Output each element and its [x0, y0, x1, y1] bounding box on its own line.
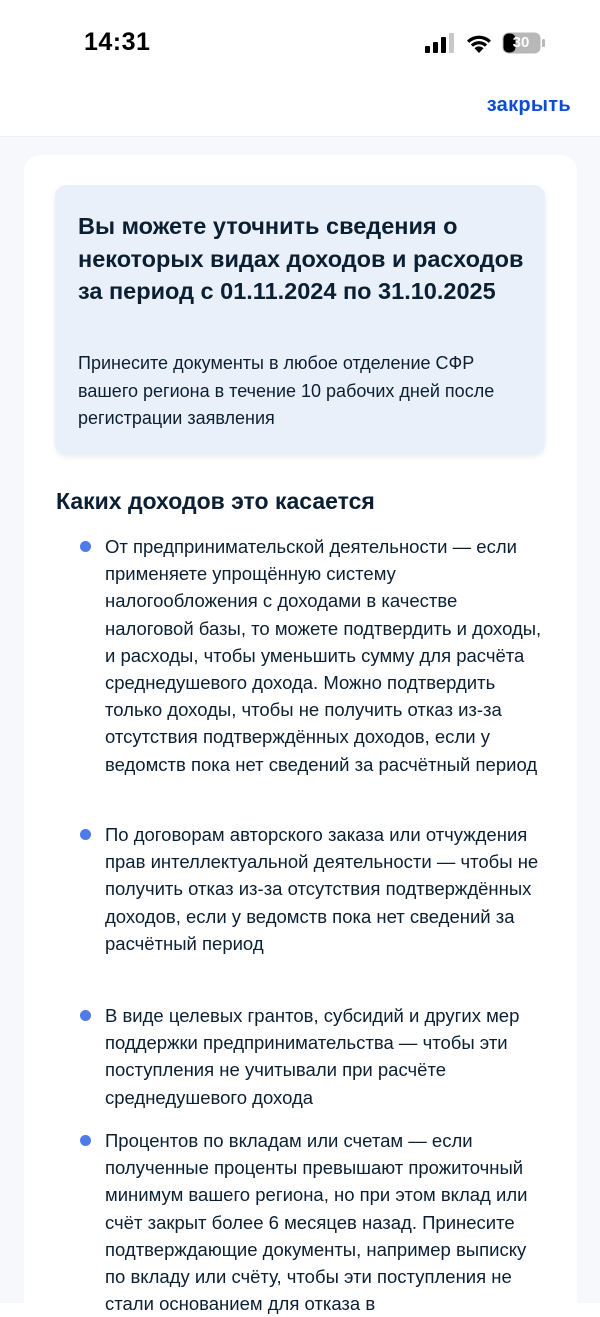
info-title: Вы можете уточнить сведения о некоторых видах доходов и расходов за период с 01.11.2024 по 31.10.2025 [78, 213, 524, 304]
status-time: 14:31 [84, 28, 151, 56]
list-item-text: По договорам авторского заказа или отчуждения прав интеллектуальной деятельности — чтобы не получить отказ из-за отсутствия подтверждённых доходов, если у ведомств пока нет сведений за расчётный период [105, 824, 539, 954]
list-item-text: В виде целевых грантов, субсидий и других мер поддержки предпринимательства — чтобы эти поступления не учитывали при расчёте среднедушевого дохода [105, 1005, 520, 1108]
status-bar [0, 0, 600, 88]
cellular-signal-icon [425, 33, 455, 53]
list-item-text: Процентов по вкладам или счетам — если полученные проценты превышают прожиточный минимум вашего региона, но при этом вклад или счёт закрыт более 6 месяцев назад. Принесите подтверждающие документы, например выписку по вкладу или счёту, чтобы эти поступления не стали основанием для отказа в [105, 1130, 528, 1315]
bullet-dot-icon [80, 541, 91, 552]
top-nav [0, 88, 600, 137]
list-item-text: От предпринимательской деятельности — если применяете упрощённую систему налогообложения с доходами в качестве налоговой базы, то можете подтвердить и доходы, и расходы, чтобы уменьшить сумму для расчёта среднедушевого дохода. Можно подтвердить только доходы, чтобы не получить отказ из-за отсутствия подтверждённых доходов, если у ведомств пока нет сведений за расчётный период [105, 536, 542, 775]
close-link[interactable]: закрыть [486, 94, 571, 116]
section-title: Каких доходов это касается [56, 488, 375, 514]
info-text: Принесите документы в любое отделение СФР вашего региона в течение 10 рабочих дней после регистрации заявления [78, 353, 495, 428]
wifi-icon [465, 32, 493, 54]
bullet-dot-icon [80, 829, 91, 840]
bullet-dot-icon [80, 1135, 91, 1146]
battery-level: 30 [512, 34, 530, 51]
bullet-dot-icon [80, 1010, 91, 1021]
